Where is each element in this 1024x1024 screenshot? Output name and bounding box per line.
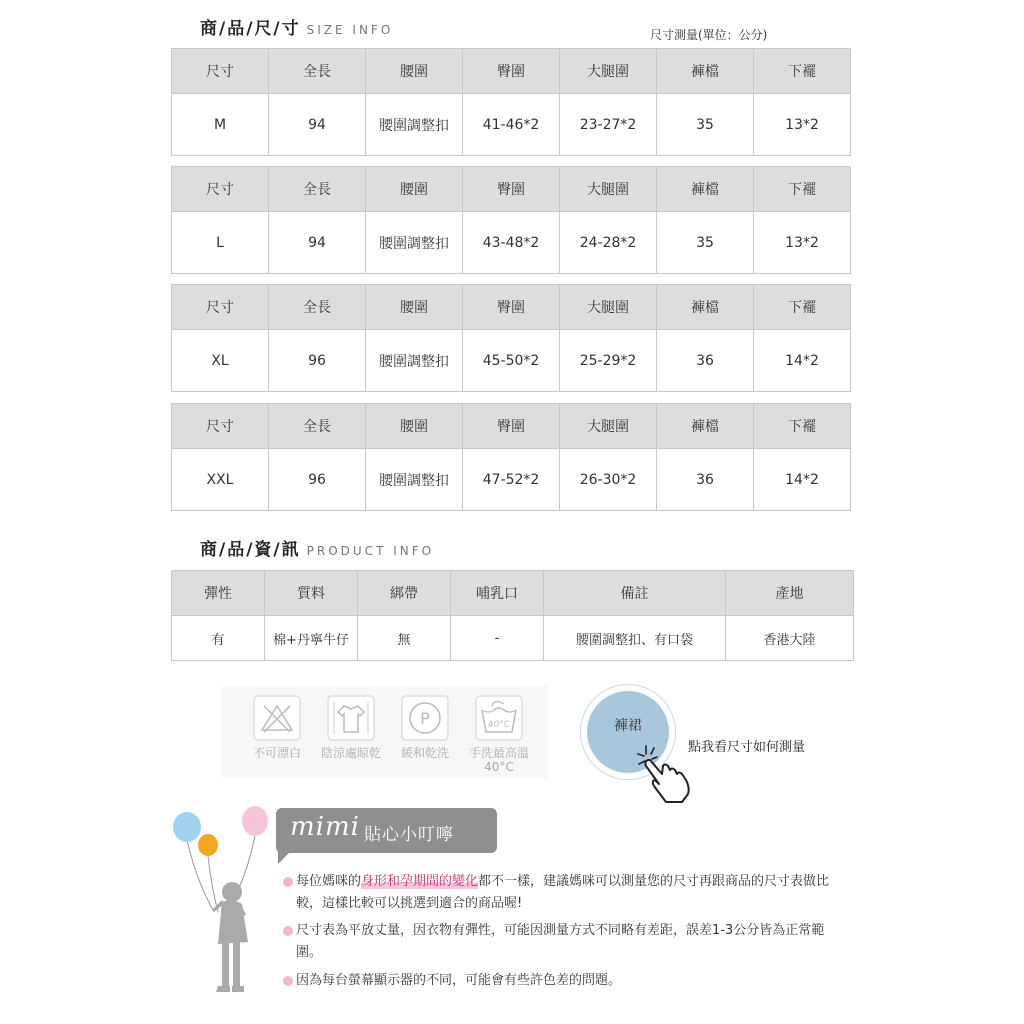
header-cell: 尺寸	[172, 167, 269, 212]
tip-item: 每位媽咪的身形和孕期間的變化都不一樣，建議媽咪可以測量您的尺寸再跟商品的尺寸表做比較，這樣比較可以挑選到適合的商品喔!	[283, 871, 843, 915]
product-info-header	[172, 571, 854, 616]
length-cell: 96	[269, 330, 366, 392]
care-label: 手洗最高溫 40°C	[468, 746, 529, 774]
size-table-xxl	[171, 403, 851, 511]
table-row	[172, 212, 851, 274]
header-cell: 腰圍	[366, 167, 463, 212]
table-row	[172, 94, 851, 156]
header-cell: 腰圍	[366, 404, 463, 449]
hem-cell: 14*2	[754, 330, 851, 392]
size-table-header	[172, 285, 851, 330]
tips-title: 貼心小叮嚀	[364, 825, 454, 845]
notes-cell: 腰圍調整扣、有口袋	[544, 616, 726, 661]
header-cell: 臀圍	[463, 404, 560, 449]
pink-balloon	[242, 806, 268, 836]
header-cell: 全長	[269, 49, 366, 94]
size-cell: XL	[172, 330, 269, 392]
hem-cell: 13*2	[754, 212, 851, 274]
hem-cell: 13*2	[754, 94, 851, 156]
table-row	[172, 449, 851, 511]
header-cell: 大腿圍	[560, 49, 657, 94]
length-cell: 96	[269, 449, 366, 511]
size-table-xl	[171, 284, 851, 392]
bullet-dot	[283, 976, 293, 986]
product-info-title: 商/品/資/訊 PRODUCT INFO	[200, 540, 435, 560]
care-item	[316, 694, 386, 760]
measure-circle-label: 褲裙	[614, 718, 642, 734]
size-cell: M	[172, 94, 269, 156]
header-cell: 全長	[269, 285, 366, 330]
header-cell: 褲檔	[657, 49, 754, 94]
no-bleach-icon	[252, 694, 302, 742]
girl-silhouette	[212, 882, 248, 992]
product-info-table	[171, 570, 854, 661]
svg-text:P: P	[420, 709, 430, 728]
origin-cell: 香港大陸	[726, 616, 854, 661]
hip-cell: 41-46*2	[463, 94, 560, 156]
size-info-title: 商/品/尺/寸 SIZE INFO	[200, 19, 394, 39]
size-table-m	[171, 48, 851, 156]
header-cell: 尺寸	[172, 285, 269, 330]
size-table-header	[172, 49, 851, 94]
thigh-cell: 24-28*2	[560, 212, 657, 274]
header-cell: 彈性	[172, 571, 265, 616]
header-cell: 全長	[269, 167, 366, 212]
header-cell: 大腿圍	[560, 285, 657, 330]
header-cell: 哺乳口	[451, 571, 544, 616]
header-cell: 綁帶	[358, 571, 451, 616]
care-label: 不可漂白	[252, 746, 301, 760]
thigh-cell: 25-29*2	[560, 330, 657, 392]
hem-cell: 14*2	[754, 449, 851, 511]
hip-cell: 45-50*2	[463, 330, 560, 392]
size-table-l	[171, 166, 851, 274]
material-cell: 棉+丹寧牛仔	[265, 616, 358, 661]
blue-balloon	[173, 812, 201, 842]
rise-cell: 36	[657, 330, 754, 392]
header-cell: 大腿圍	[560, 167, 657, 212]
header-cell: 褲檔	[657, 285, 754, 330]
length-cell: 94	[269, 212, 366, 274]
unit-note: 尺寸測量(單位：公分)	[650, 28, 768, 42]
rise-cell: 35	[657, 94, 754, 156]
nursing-cell: -	[451, 616, 544, 661]
waist-cell: 腰圍調整扣	[366, 449, 463, 511]
header-cell: 備註	[544, 571, 726, 616]
header-cell: 下襬	[754, 49, 851, 94]
header-cell: 褲檔	[657, 167, 754, 212]
strap-cell: 無	[358, 616, 451, 661]
size-table-header	[172, 404, 851, 449]
care-item	[464, 694, 534, 774]
care-label: 緩和乾洗	[400, 746, 449, 760]
measure-guide-link[interactable]: 點我看尺寸如何測量	[688, 740, 806, 755]
bullet-dot	[283, 926, 293, 936]
size-cell: L	[172, 212, 269, 274]
length-cell: 94	[269, 94, 366, 156]
gentle-dry-clean-icon	[400, 694, 450, 742]
header-cell: 下襬	[754, 404, 851, 449]
shade-dry-icon	[326, 694, 376, 742]
bullet-dot	[283, 877, 293, 887]
header-cell: 臀圍	[463, 167, 560, 212]
hip-cell: 43-48*2	[463, 212, 560, 274]
mimi-tips-tag	[276, 808, 497, 853]
waist-cell: 腰圍調整扣	[366, 94, 463, 156]
hand-wash-icon	[474, 694, 524, 742]
tip-item: 因為每台螢幕顯示器的不同，可能會有些許色差的問題。	[283, 970, 843, 992]
waist-cell: 腰圍調整扣	[366, 212, 463, 274]
rise-cell: 35	[657, 212, 754, 274]
svg-text:40°C: 40°C	[487, 720, 511, 730]
rise-cell: 36	[657, 449, 754, 511]
header-cell: 腰圍	[366, 285, 463, 330]
header-cell: 下襬	[754, 167, 851, 212]
header-cell: 臀圍	[463, 49, 560, 94]
tip-highlight: 身形和孕期間的變化	[361, 874, 479, 889]
header-cell: 尺寸	[172, 404, 269, 449]
tag-tail	[278, 848, 294, 864]
header-cell: 大腿圍	[560, 404, 657, 449]
header-cell: 質料	[265, 571, 358, 616]
thigh-cell: 23-27*2	[560, 94, 657, 156]
header-cell: 產地	[726, 571, 854, 616]
mimi-logo: mimi	[290, 812, 360, 842]
hip-cell: 47-52*2	[463, 449, 560, 511]
header-cell: 下襬	[754, 285, 851, 330]
thigh-cell: 26-30*2	[560, 449, 657, 511]
care-item	[390, 694, 460, 760]
care-item	[242, 694, 312, 760]
care-label: 陰涼處晾乾	[320, 746, 381, 760]
header-cell: 腰圍	[366, 49, 463, 94]
size-table-header	[172, 167, 851, 212]
header-cell: 尺寸	[172, 49, 269, 94]
table-row	[172, 616, 854, 661]
header-cell: 臀圍	[463, 285, 560, 330]
size-cell: XXL	[172, 449, 269, 511]
orange-balloon	[198, 834, 218, 856]
waist-cell: 腰圍調整扣	[366, 330, 463, 392]
elasticity-cell: 有	[172, 616, 265, 661]
header-cell: 全長	[269, 404, 366, 449]
table-row	[172, 330, 851, 392]
care-instructions	[222, 686, 548, 778]
balloon-girl-illustration	[166, 800, 278, 996]
header-cell: 褲檔	[657, 404, 754, 449]
tip-item: 尺寸表為平放丈量，因衣物有彈性，可能因測量方式不同略有差距，誤差1-3公分皆為正常範圍。	[283, 920, 843, 964]
